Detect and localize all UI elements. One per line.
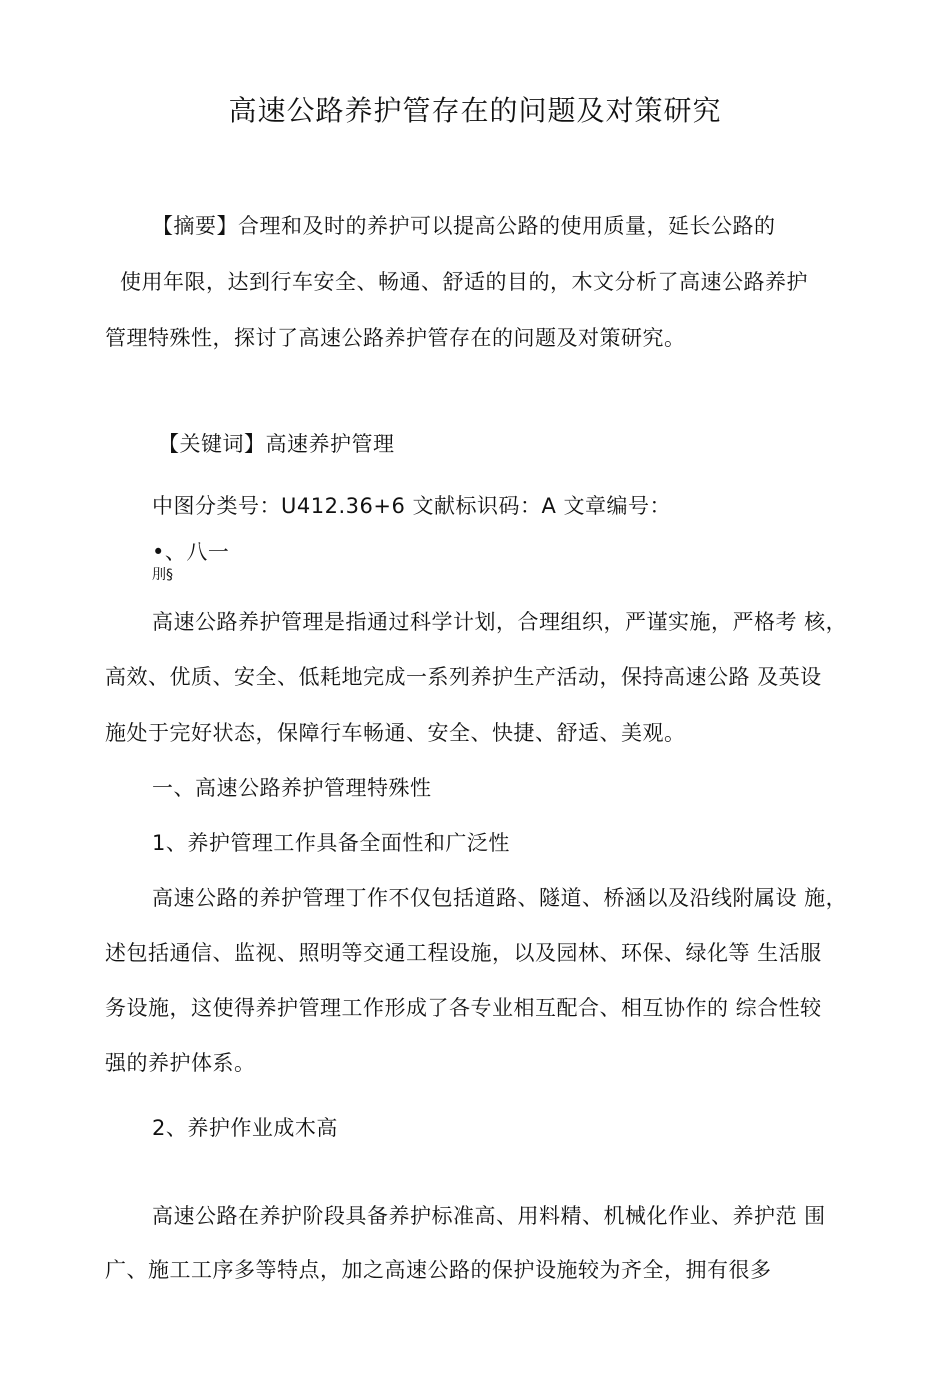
document-title: 高速公路养护管存在的问题及对策研究: [228, 94, 722, 127]
paragraph-3-line-2: 广、施工工序多等特点，加之高速公路的保护设施较为齐全，拥有很多: [105, 1258, 772, 1282]
preface-heading: •、八一: [152, 540, 230, 564]
section-1-heading: 一、高速公路养护管理特殊性: [152, 776, 432, 800]
paragraph-2-line-3: 务设施，这使得养护管理工作形成了各专业相互配合、相互协作的 综合性较: [105, 996, 822, 1020]
paragraph-2-line-2: 述包括通信、监视、照明等交通工程设施，以及园林、环保、绿化等 生活服: [105, 941, 822, 965]
paragraph-2-line-4: 强的养护体系。: [105, 1051, 256, 1075]
abstract-line-1: 【摘要】合理和及时的养护可以提高公路的使用质量，延长公路的: [152, 214, 776, 238]
paragraph-1-line-3: 施处于完好状态，保障行车畅通、安全、快捷、舒适、美观。: [105, 721, 686, 745]
subsection-1-heading: 1、养护管理工作具备全面性和广泛性: [152, 831, 510, 855]
classification-info: 中图分类号：U412.36+6 文献标识码：A 文章编号：: [152, 494, 672, 518]
keywords: 【关键词】高速养护管理: [158, 432, 395, 456]
preface-subheading: 刖§: [152, 567, 173, 583]
paragraph-1-line-1: 高速公路养护管理是指通过科学计划，合理组织，严谨实施，严格考 核，: [152, 610, 848, 634]
paragraph-3-line-1: 高速公路在养护阶段具备养护标准高、用料精、机械化作业、养护范 围: [152, 1204, 826, 1228]
abstract-line-2: 使用年限，达到行车安全、畅通、舒适的目的，木文分析了高速公路养护: [120, 270, 808, 294]
abstract-line-3: 管理特殊性，探讨了高速公路养护管存在的问题及对策研究。: [105, 326, 686, 350]
subsection-2-heading: 2、养护作业成木高: [152, 1116, 338, 1140]
paragraph-1-line-2: 高效、优质、安全、低耗地完成一系列养护生产活动，保持高速公路 及英设: [105, 665, 822, 689]
paragraph-2-line-1: 高速公路的养护管理丁作不仅包括道路、隧道、桥涵以及沿线附属设 施，: [152, 886, 848, 910]
